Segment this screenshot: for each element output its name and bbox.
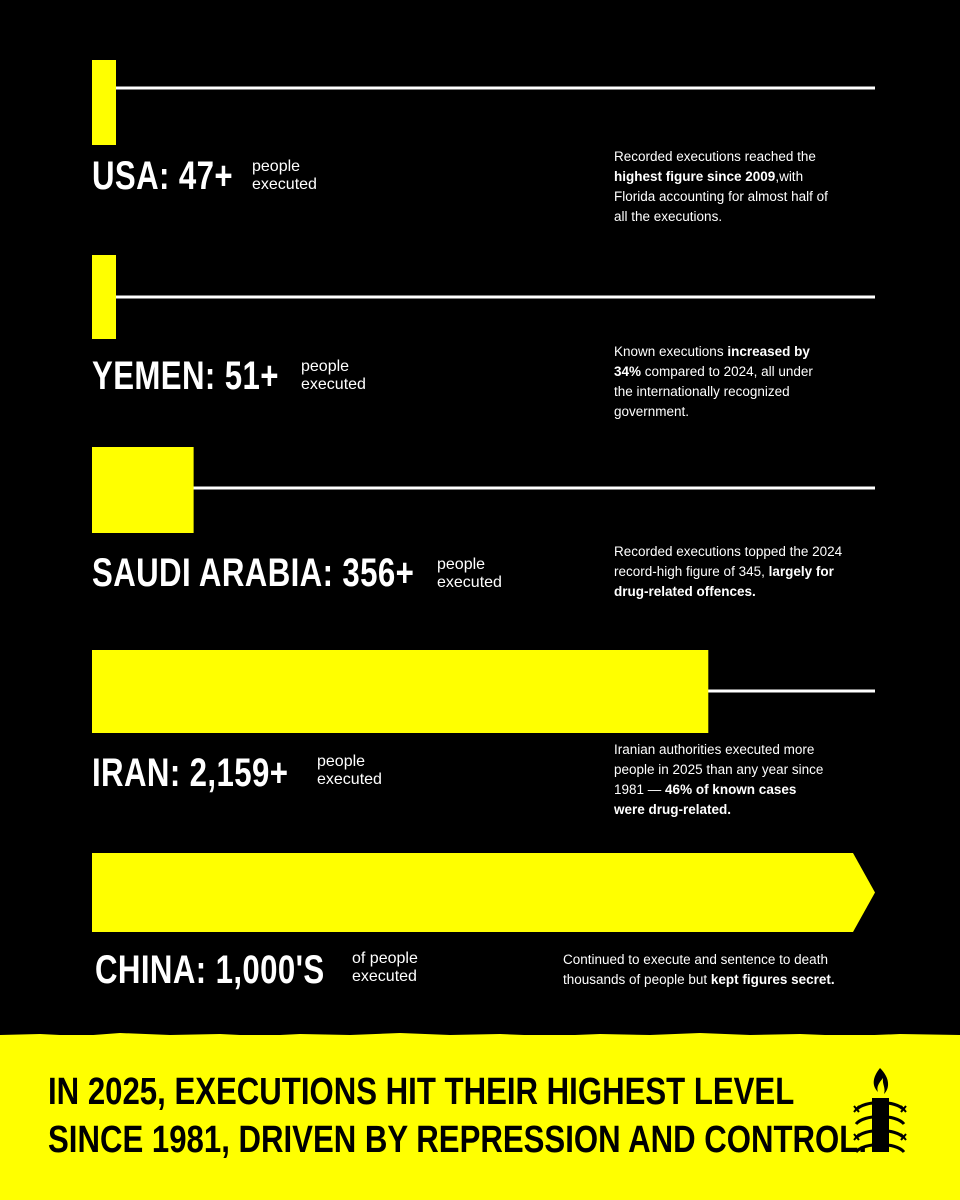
row-label-china: CHINA: 1,000'S bbox=[95, 948, 325, 992]
note-part: Continued to execute and sentence to death thousands of people but bbox=[563, 952, 828, 987]
candle-barbed-wire-logo-icon bbox=[850, 1066, 910, 1158]
track-line-iran bbox=[706, 690, 875, 693]
headline-line-1: IN 2025, EXECUTIONS HIT THEIR HIGHEST LEVEL bbox=[48, 1071, 795, 1113]
track-line-saudi-arabia bbox=[192, 487, 875, 490]
note-part: compared to 2024, all under the internationally recognized government. bbox=[614, 364, 813, 419]
note-part: 46% of known cases were drug-related. bbox=[614, 782, 797, 817]
note-part: Known executions bbox=[614, 344, 728, 359]
unit-china-line1: of people bbox=[352, 950, 418, 967]
headline-line-2: SINCE 1981, DRIVEN BY REPRESSION AND CONTROL. bbox=[48, 1119, 867, 1161]
bar-usa bbox=[92, 60, 116, 145]
row-label-yemen: YEMEN: 51+ bbox=[92, 354, 279, 398]
note-part: highest figure since 2009 bbox=[614, 169, 776, 184]
note-part: increased by 34% bbox=[614, 344, 810, 379]
note-iran bbox=[614, 740, 828, 820]
row-label-iran: IRAN: 2,159+ bbox=[92, 751, 289, 795]
note-part: largely for drug-related offences. bbox=[614, 564, 834, 599]
track-line-usa bbox=[114, 87, 875, 90]
unit-yemen-line2: executed bbox=[301, 376, 366, 393]
bar-china bbox=[92, 853, 875, 932]
note-part: ,with Florida accounting for almost half of all the executions. bbox=[614, 169, 828, 224]
unit-saudi-line1: people bbox=[437, 556, 486, 573]
row-label-saudi-arabia: SAUDI ARABIA: 356+ bbox=[92, 551, 415, 595]
unit-saudi-line2: executed bbox=[437, 574, 502, 591]
track-line-yemen bbox=[114, 296, 875, 299]
unit-usa-line2: executed bbox=[252, 176, 317, 193]
unit-iran-line2: executed bbox=[317, 771, 382, 788]
note-saudi-arabia bbox=[614, 542, 864, 602]
unit-china-line2: executed bbox=[352, 968, 417, 985]
row-label-usa: USA: 47+ bbox=[92, 154, 233, 198]
bar-iran bbox=[92, 650, 708, 733]
note-china bbox=[563, 950, 859, 990]
bar-saudi-arabia bbox=[92, 447, 194, 533]
note-part: Recorded executions topped the 2024 record-high figure of 345, bbox=[614, 544, 843, 579]
note-usa bbox=[614, 147, 844, 227]
unit-yemen-line1: people bbox=[301, 358, 350, 375]
note-part: Recorded executions reached the bbox=[614, 149, 816, 164]
unit-usa-line1: people bbox=[252, 158, 301, 175]
bar-yemen bbox=[92, 255, 116, 339]
note-yemen bbox=[614, 342, 814, 422]
unit-iran-line1: people bbox=[317, 753, 366, 770]
note-part: kept figures secret. bbox=[710, 972, 835, 987]
note-part: Iranian authorities executed more people in 2025 than any year since 1981 — bbox=[614, 742, 824, 797]
footer-headline bbox=[48, 1068, 867, 1164]
